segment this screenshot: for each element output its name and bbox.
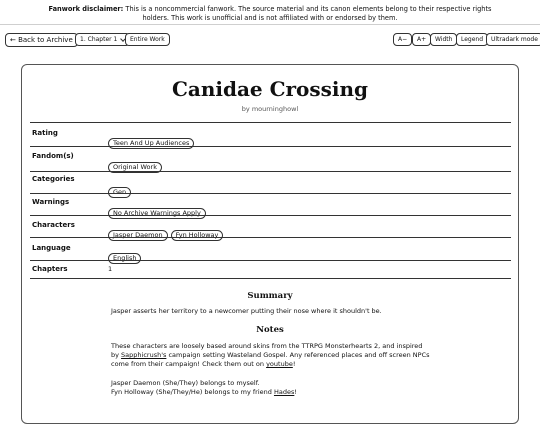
work-title: Canidae Crossing (171, 77, 369, 101)
notes-text: ! (294, 388, 297, 396)
entire-work-button[interactable]: Entire Work (125, 33, 170, 46)
width-button[interactable]: Width (430, 33, 457, 46)
meta-label: Rating (32, 129, 58, 137)
summary-heading: Summary (247, 291, 293, 301)
notes-paragraph-1 (111, 342, 431, 369)
meta-row-language (30, 237, 511, 260)
tag-character[interactable]: Fyn Holloway (171, 230, 224, 241)
meta-row-fandom (30, 146, 511, 171)
work-card (21, 64, 519, 424)
meta-label: Warnings (32, 198, 70, 206)
notes-fyn-credit (111, 388, 431, 397)
reader-toolbar (0, 25, 540, 51)
font-smaller-button[interactable]: A− (393, 33, 412, 46)
notes-paragraph-2 (111, 379, 431, 397)
back-to-archive-button[interactable]: ← Back to Archive (5, 33, 78, 47)
chapter-select[interactable] (75, 33, 130, 46)
notes-text: Fyn Holloway (She/They/He) belongs to my friend (111, 388, 274, 396)
tag-category[interactable]: Gen (108, 187, 131, 198)
work-meta-table (30, 122, 511, 279)
fanwork-disclaimer (0, 0, 540, 24)
tag-rating[interactable]: Teen And Up Audiences (108, 138, 194, 149)
notes-text: campaign setting Wasteland Gospel. Any referenced places and off screen NPCs come from their campaign! Check them out on (111, 351, 430, 368)
work-author: by mourninghowl (241, 105, 299, 113)
hades-link[interactable]: Hades (273, 388, 295, 396)
chapters-value: 1 (108, 265, 113, 273)
meta-row-characters (30, 215, 511, 237)
meta-row-warnings (30, 193, 511, 215)
meta-label: Chapters (32, 265, 68, 273)
meta-row-chapters (30, 260, 511, 279)
meta-row-categories (30, 171, 511, 196)
meta-row-rating (30, 122, 511, 146)
summary-text: Jasper asserts her territory to a newcomer putting their nose where it shouldn't be. (111, 307, 382, 315)
tag-language[interactable]: English (108, 253, 141, 264)
ultradark-mode-button[interactable]: Ultradark mode (486, 33, 540, 46)
tag-character[interactable]: Jasper Daemon (108, 230, 168, 241)
meta-label: Characters (32, 221, 75, 229)
youtube-link[interactable]: youtube (266, 360, 293, 368)
notes-text: These characters are loosely based around skins from the TTRPG Monsterhearts 2, and inspired by (111, 342, 423, 359)
disclaimer-label: Fanwork disclaimer: (48, 5, 124, 13)
chapter-select-value: 1. Chapter 1 (80, 36, 118, 43)
sapphicrush-link[interactable]: Sapphicrush's (121, 351, 167, 359)
meta-label: Fandom(s) (32, 152, 74, 160)
legend-button[interactable]: Legend (456, 33, 488, 46)
notes-jasper-credit: Jasper Daemon (She/They) belongs to myself. (111, 379, 260, 387)
meta-label: Language (32, 244, 71, 252)
font-larger-button[interactable]: A+ (412, 33, 431, 46)
tag-warning[interactable]: No Archive Warnings Apply (108, 208, 206, 219)
tag-fandom[interactable]: Original Work (108, 162, 162, 173)
notes-heading: Notes (256, 325, 284, 335)
notes-text: ! (292, 360, 296, 368)
meta-label: Categories (32, 175, 75, 183)
disclaimer-text: This is a noncommercial fanwork. The source material and its canon elements belong to their respective rights holders. This work is unofficial and is not affiliated with or endorsed by them. (123, 5, 492, 22)
